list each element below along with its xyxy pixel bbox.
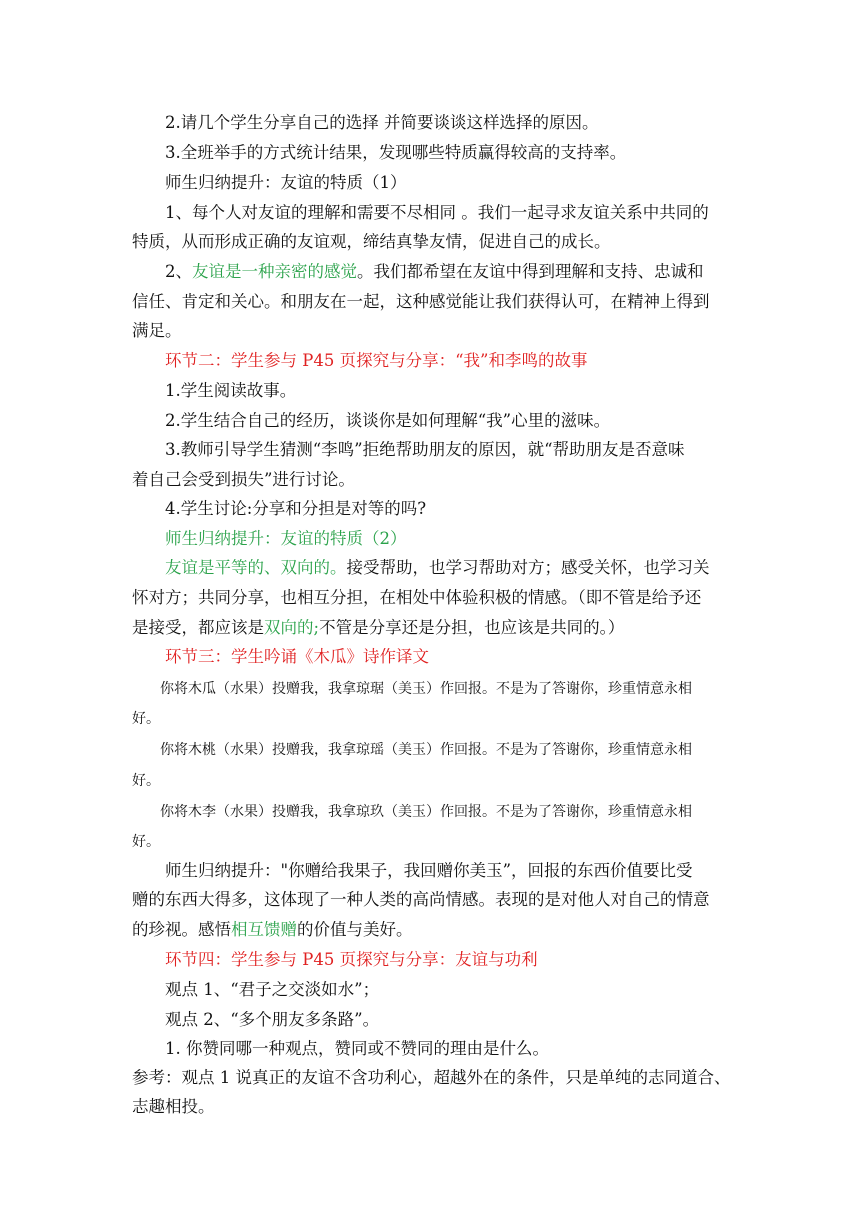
- paragraph: 着自己会受到损失”进行讨论。: [132, 470, 355, 489]
- paragraph: [132, 617, 624, 639]
- poem-translation-line: 你将木李（水果）投赠我，我拿琼玖（美玉）作回报。不是为了答谢你，珍重情意永相: [160, 804, 692, 820]
- section-heading: 环节二：学生参与 P45 页探究与分享：“我”和李鸣的故事: [165, 351, 588, 370]
- paragraph: 信任、肯定和关心。和朋友在一起，这种感觉能让我们获得认可，在精神上得到: [132, 292, 710, 311]
- section-heading: 环节三：学生吟诵《木瓜》诗作译文: [165, 647, 429, 666]
- paragraph: 志趣相投。: [132, 1097, 215, 1116]
- paragraph: 3.教师引导学生猜测“李鸣”拒绝帮助朋友的原因，就“帮助朋友是否意味: [165, 440, 685, 459]
- paragraph: 满足。: [132, 321, 182, 340]
- poem-translation-line: 你将木桃（水果）投赠我，我拿琼瑶（美玉）作回报。不是为了答谢你，珍重情意永相: [160, 742, 692, 758]
- poem-translation-line: 好。: [132, 711, 160, 727]
- highlight-text: 双向的;: [264, 618, 320, 637]
- paragraph: 1.学生阅读故事。: [165, 381, 297, 400]
- text-span: 2、: [165, 262, 192, 281]
- paragraph: 特质，从而形成正确的友谊观，缔结真挚友情，促进自己的成长。: [132, 232, 611, 251]
- paragraph: 2.请几个学生分享自己的选择 并简要谈谈这样选择的原因。: [165, 113, 599, 132]
- paragraph: 4.学生讨论:分享和分担是对等的吗?: [165, 499, 427, 518]
- paragraph: 参考：观点 1 说真正的友谊不含功利心，超越外在的条件，只是单纯的志同道合、: [132, 1068, 731, 1087]
- text-span: 。我们都希望在友谊中得到理解和支持、忠诚和: [357, 262, 704, 281]
- paragraph: 师生归纳提升："你赠给我果子，我回赠你美玉”，回报的东西价值要比受: [165, 861, 693, 880]
- text-span: 不管是分享还是分担，也应该是共同的。）: [319, 618, 625, 637]
- text-span: 的珍视。感悟: [132, 920, 231, 939]
- paragraph: 怀对方；共同分享，也相互分担，在相处中体验积极的情感。（即不管是给予还: [132, 588, 702, 607]
- paragraph: 2.学生结合自己的经历，谈谈你是如何理解“我”心里的滋味。: [165, 411, 611, 430]
- paragraph: 3.全班举手的方式统计结果，发现哪些特质赢得较高的支持率。: [165, 143, 627, 162]
- text-span: 的价值与美好。: [297, 920, 413, 939]
- paragraph: 师生归纳提升：友谊的特质（1）: [165, 173, 407, 192]
- paragraph: [132, 919, 413, 941]
- paragraph: [165, 557, 710, 579]
- section-heading: 环节四：学生参与 P45 页探究与分享：友谊与功利: [165, 950, 538, 969]
- paragraph: 1. 你赞同哪一种观点，赞同或不赞同的理由是什么。: [165, 1039, 549, 1058]
- text-span: 是接受，都应该是: [132, 618, 264, 637]
- poem-translation-line: 好。: [132, 773, 160, 789]
- text-span: 接受帮助，也学习帮助对方；感受关怀，也学习关: [346, 558, 710, 577]
- poem-translation-line: 好。: [132, 834, 160, 850]
- paragraph: 赠的东西大得多，这体现了一种人类的高尚情感。表现的是对他人对自己的情意: [132, 890, 710, 909]
- highlight-text: 相互馈赠: [231, 920, 297, 939]
- summary-heading: 师生归纳提升：友谊的特质（2）: [165, 529, 407, 548]
- paragraph: [165, 261, 704, 283]
- highlight-text: 友谊是平等的、双向的。: [165, 558, 347, 577]
- paragraph: 1、每个人对友谊的理解和需要不尽相同 。我们一起寻求友谊关系中共同的: [165, 203, 709, 222]
- paragraph: 观点 2、“多个朋友多条路”。: [165, 1010, 380, 1029]
- paragraph: 观点 1、“君子之交淡如水”；: [165, 980, 380, 999]
- poem-translation-line: 你将木瓜（水果）投赠我，我拿琼琚（美玉）作回报。不是为了答谢你，珍重情意永相: [160, 681, 692, 697]
- highlight-text: 友谊是一种亲密的感觉: [192, 262, 357, 281]
